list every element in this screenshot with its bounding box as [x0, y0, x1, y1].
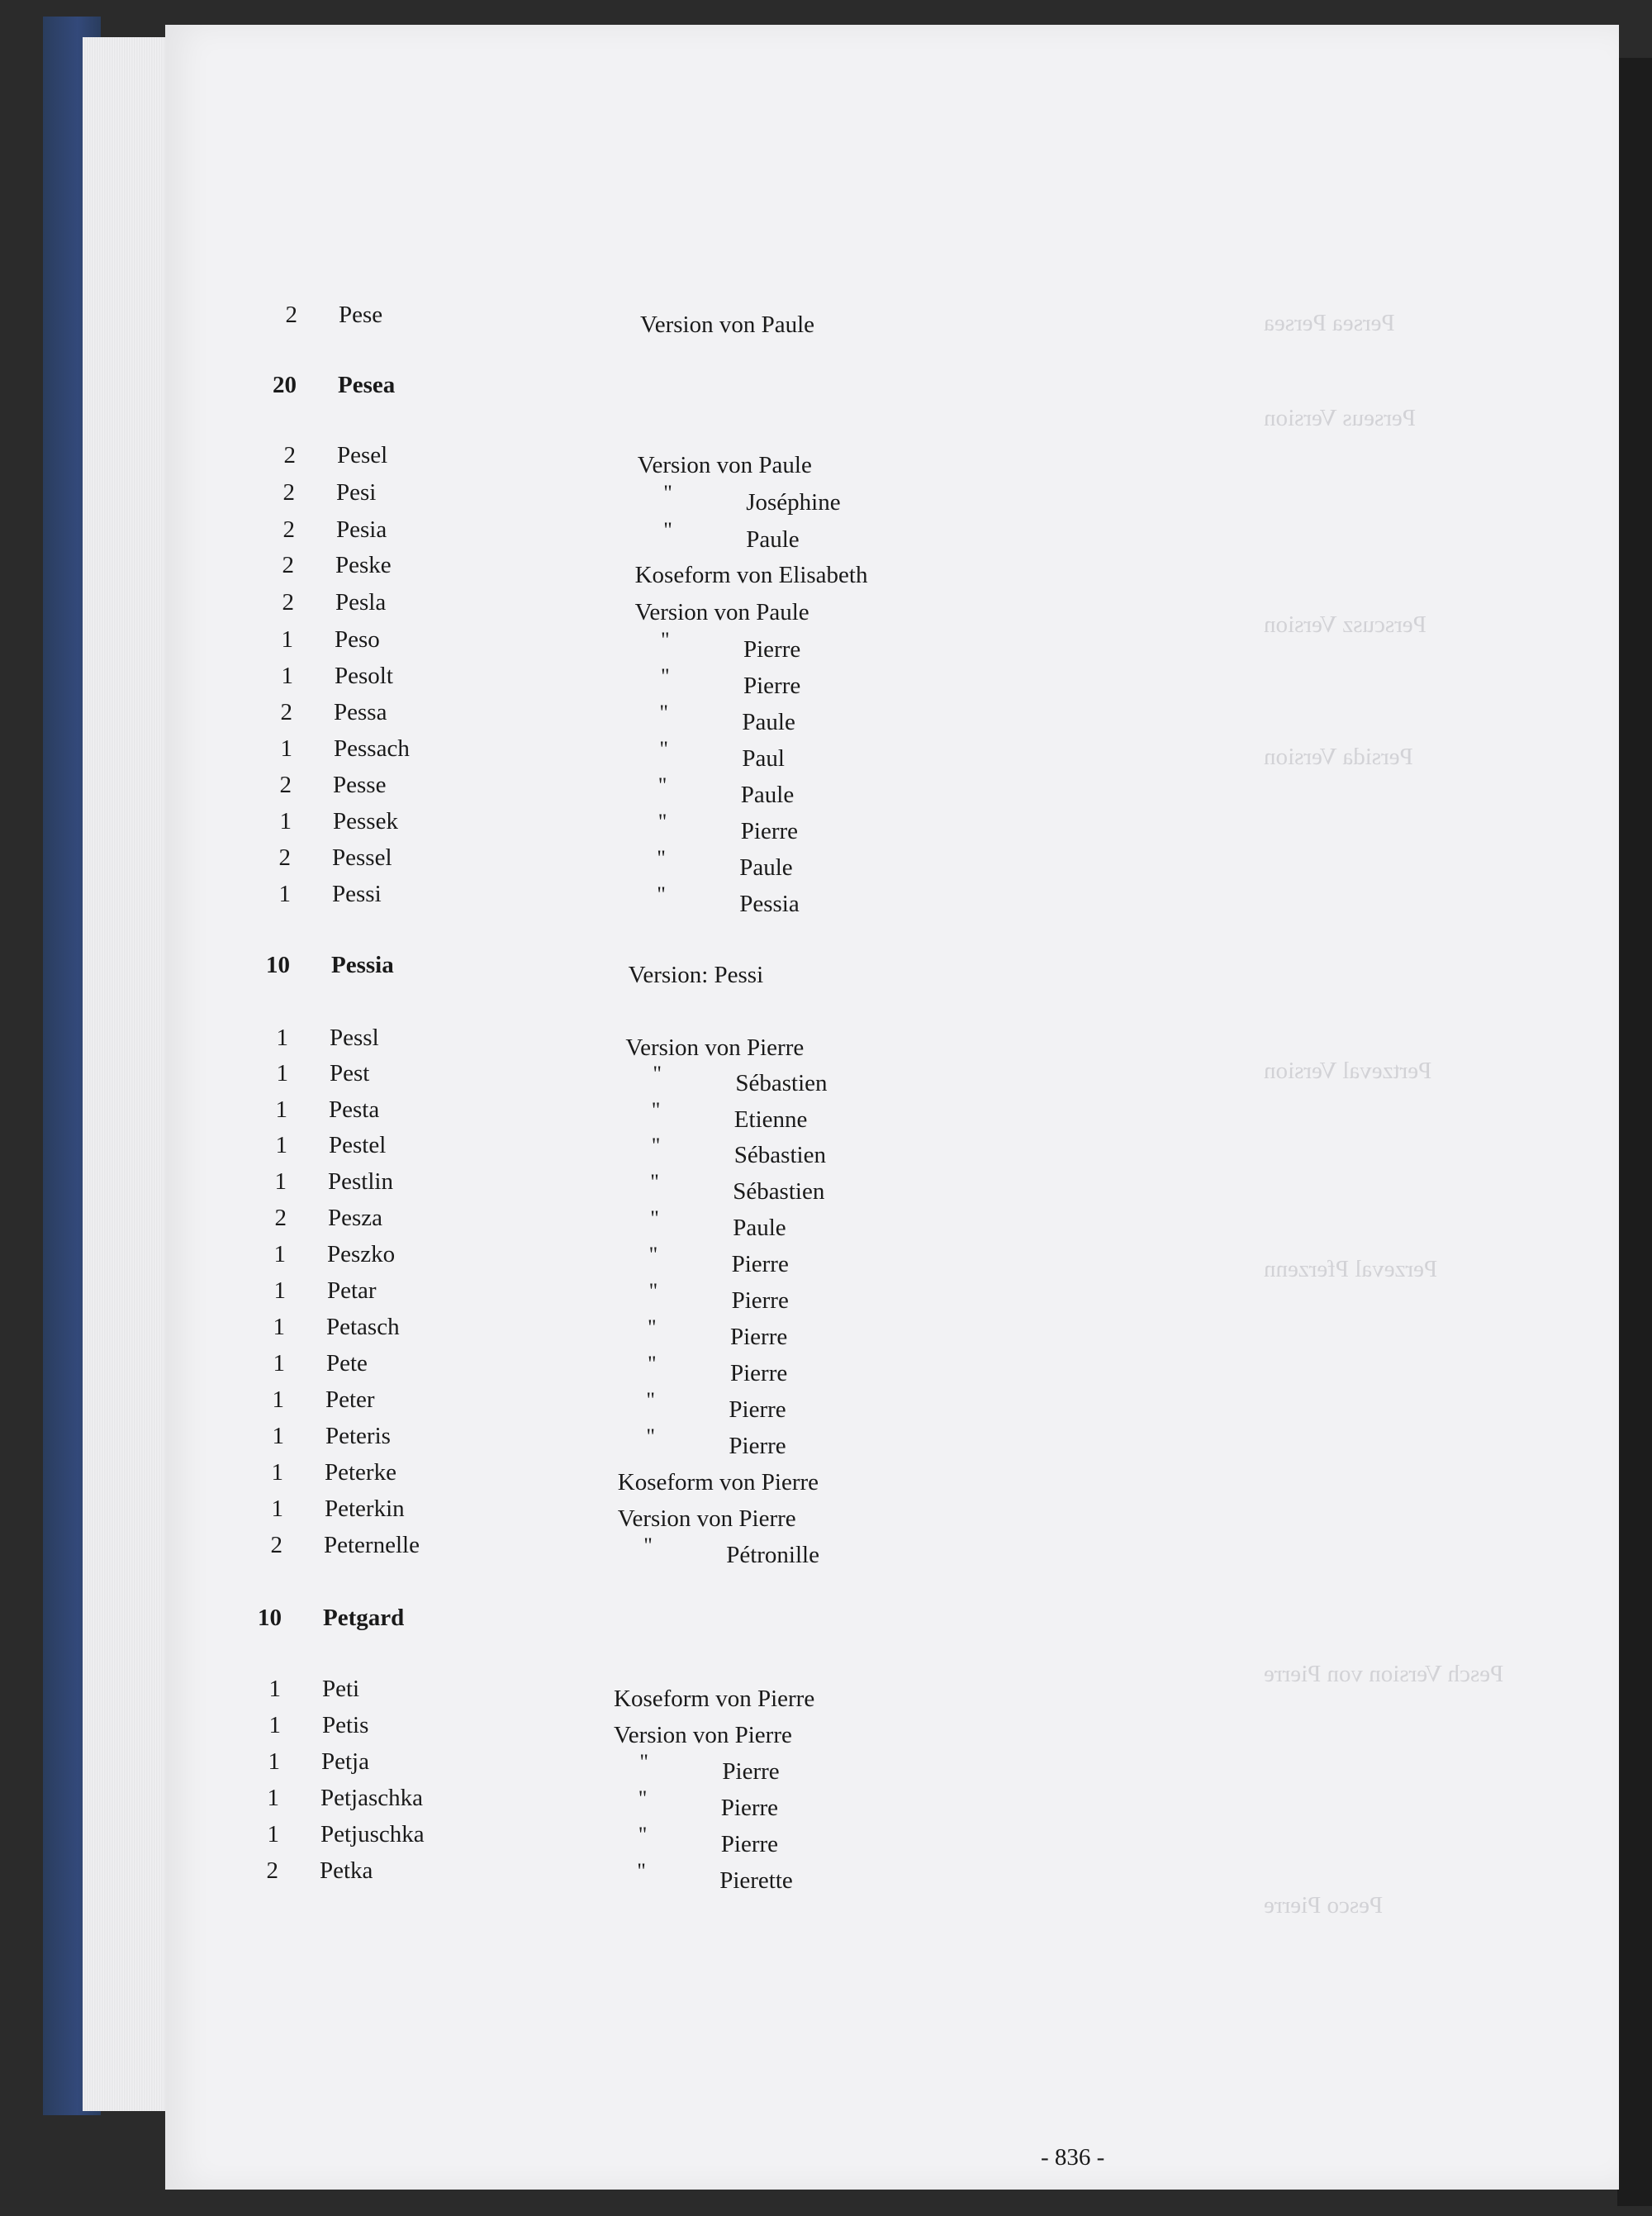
entry-note: Koseform von Elisabeth — [634, 562, 868, 588]
list-item — [165, 844, 1569, 881]
entry-note: Pierre — [730, 1360, 788, 1386]
ditto-mark: " — [648, 1243, 658, 1267]
entry-note: Paul — [742, 745, 785, 772]
book-page — [165, 25, 1619, 2190]
entry-count: 1 — [280, 735, 292, 762]
entry-note: Version von Paule — [637, 452, 812, 478]
entry-name: Pessl — [330, 1025, 379, 1051]
list-item — [165, 516, 1569, 553]
entry-count: 2 — [282, 552, 294, 578]
list-item — [165, 1712, 1569, 1748]
entry-note: Pierre — [722, 1758, 780, 1785]
entry-name: Pessa — [334, 699, 387, 725]
ditto-mark: " — [651, 1098, 661, 1122]
list-item — [165, 699, 1569, 735]
list-item — [165, 1857, 1569, 1894]
list-item — [165, 1423, 1569, 1459]
entry-count: 1 — [267, 1785, 279, 1811]
entry-note: Pierre — [720, 1831, 779, 1857]
entry-name: Pessek — [333, 808, 398, 835]
entry-count: 20 — [273, 372, 297, 398]
entry-count: 1 — [272, 1386, 284, 1413]
entry-count: 1 — [278, 881, 291, 907]
entry-note: Version von Paule — [640, 311, 815, 338]
list-item — [165, 1277, 1569, 1314]
ditto-mark: " — [659, 701, 669, 725]
list-item — [165, 1168, 1569, 1205]
list-item — [165, 1459, 1569, 1496]
entry-name: Petjaschka — [320, 1785, 424, 1811]
entry-name: Peteris — [325, 1423, 391, 1449]
list-item — [165, 442, 1569, 478]
entry-count: 1 — [272, 1423, 284, 1449]
entry-count: 1 — [267, 1821, 279, 1847]
ditto-mark: " — [639, 1750, 649, 1774]
entry-count: 2 — [278, 844, 291, 871]
entry-note: Sébastien — [735, 1070, 828, 1096]
bleed-through-text: Perseus Version — [1264, 405, 1416, 431]
ditto-mark: " — [648, 1315, 657, 1339]
list-item — [165, 372, 1569, 408]
page-number: - 836 - — [1041, 2144, 1105, 2171]
entry-note: Pierre — [743, 636, 801, 663]
ditto-mark: " — [661, 664, 670, 688]
entry-name: Petar — [327, 1277, 377, 1304]
list-item — [165, 1785, 1569, 1821]
bleed-through-text: Persida Version — [1264, 744, 1413, 770]
entry-note: Paule — [746, 526, 800, 553]
entry-count: 1 — [273, 1277, 286, 1304]
entry-count: 1 — [276, 1060, 288, 1087]
entry-count: 2 — [285, 302, 297, 328]
entry-note: Pierre — [731, 1251, 789, 1277]
entry-note: Pierre — [740, 818, 799, 844]
ditto-mark: " — [657, 882, 666, 906]
entry-name: Pessel — [332, 844, 392, 871]
list-item — [165, 1748, 1569, 1785]
entry-count: 1 — [279, 808, 292, 835]
list-item — [165, 589, 1569, 625]
entry-name: Pesel — [337, 442, 388, 468]
entry-count: 1 — [273, 1241, 286, 1267]
entry-count: 1 — [275, 1096, 287, 1123]
entry-count: 1 — [271, 1496, 283, 1522]
entry-note: Paule — [740, 782, 795, 808]
entry-name: Peternelle — [324, 1532, 420, 1558]
list-item — [165, 881, 1569, 917]
entry-count: 2 — [270, 1532, 282, 1558]
entry-note: Koseform von Pierre — [614, 1686, 815, 1712]
list-item — [165, 479, 1569, 516]
ditto-mark: " — [648, 1352, 657, 1376]
entry-count: 2 — [279, 772, 292, 798]
ditto-mark: " — [650, 1206, 659, 1230]
entry-name: Pesolt — [335, 663, 393, 689]
entry-count: 1 — [268, 1748, 280, 1775]
list-item — [165, 1096, 1569, 1133]
entry-note: Pierre — [730, 1324, 788, 1350]
entry-count: 2 — [283, 442, 296, 468]
ditto-mark: " — [650, 1170, 659, 1194]
entry-note: Paule — [739, 854, 793, 881]
entry-count: 1 — [273, 1314, 285, 1340]
list-item — [165, 1676, 1569, 1712]
entry-count: 2 — [282, 479, 295, 506]
ditto-mark: " — [663, 518, 672, 542]
entry-note: Koseform von Pierre — [617, 1469, 819, 1496]
entry-name: Peti — [322, 1676, 360, 1702]
list-item — [165, 1025, 1569, 1061]
ditto-mark: " — [663, 481, 672, 505]
entry-name: Pest — [330, 1060, 370, 1087]
entry-note: Sébastien — [733, 1142, 826, 1168]
list-item — [165, 1605, 1569, 1641]
ditto-mark: " — [638, 1823, 648, 1847]
entry-note: Version von Pierre — [614, 1722, 792, 1748]
entry-name: Pese — [339, 302, 383, 328]
ditto-mark: " — [638, 1786, 648, 1810]
entry-name: Pesea — [338, 372, 396, 398]
list-item — [165, 1532, 1569, 1568]
entry-note: Pierre — [729, 1396, 786, 1423]
entry-count: 2 — [274, 1205, 287, 1231]
entry-note: Pétronille — [726, 1542, 819, 1568]
entry-count: 2 — [280, 699, 292, 725]
ditto-mark: " — [659, 737, 669, 761]
ditto-mark: " — [648, 1279, 658, 1303]
entry-count: 2 — [266, 1857, 278, 1884]
entry-name: Pessia — [331, 952, 394, 978]
entry-note: Paule — [733, 1215, 786, 1241]
entry-count: 1 — [281, 626, 293, 653]
entry-note: Version: Pessi — [628, 962, 764, 988]
list-item — [165, 1821, 1569, 1857]
entry-name: Pesta — [329, 1096, 380, 1123]
entry-note: Pierre — [729, 1433, 786, 1459]
entry-name: Petgard — [323, 1605, 405, 1631]
list-item — [165, 1350, 1569, 1386]
entry-note: Sébastien — [733, 1178, 825, 1205]
list-item — [165, 1496, 1569, 1532]
entry-name: Petasch — [326, 1314, 400, 1340]
list-item — [165, 552, 1569, 588]
entry-name: Pesi — [336, 479, 377, 506]
bleed-through-text: Pesch Version von Pierre — [1264, 1661, 1504, 1687]
entry-count: 1 — [271, 1459, 283, 1486]
entry-note: Paule — [742, 709, 795, 735]
entry-note: Version von Paule — [634, 599, 809, 625]
entry-note: Pierre — [731, 1287, 789, 1314]
entry-note: Pessia — [739, 891, 800, 917]
entry-name: Petja — [321, 1748, 369, 1775]
entry-name: Pete — [326, 1350, 368, 1377]
entry-name: Peter — [325, 1386, 375, 1413]
entry-name: Pessach — [334, 735, 410, 762]
ditto-mark: " — [646, 1388, 656, 1412]
entry-count: 1 — [276, 1025, 288, 1051]
entry-name: Pesse — [333, 772, 387, 798]
list-item — [165, 1060, 1569, 1096]
ditto-mark: " — [657, 773, 667, 797]
list-item — [165, 302, 1569, 338]
list-item — [165, 1205, 1569, 1241]
list-item — [165, 1132, 1569, 1168]
entry-count: 1 — [268, 1676, 281, 1702]
bleed-through-text: Persea Persea — [1264, 310, 1395, 336]
list-item — [165, 1386, 1569, 1423]
entry-count: 1 — [274, 1168, 287, 1195]
entry-count: 1 — [275, 1132, 287, 1158]
entry-name: Pesla — [335, 589, 387, 616]
entry-note: Etienne — [733, 1106, 808, 1133]
list-item — [165, 772, 1569, 808]
entry-name: Petka — [320, 1857, 373, 1884]
entry-note: Pierre — [720, 1795, 779, 1821]
entry-name: Pessi — [332, 881, 382, 907]
entry-name: Peterke — [325, 1459, 396, 1486]
list-item — [165, 735, 1569, 772]
entry-note: Version von Pierre — [617, 1505, 796, 1532]
entry-name: Peso — [335, 626, 380, 653]
list-item — [165, 663, 1569, 699]
entry-count: 10 — [258, 1605, 282, 1631]
ditto-mark: " — [643, 1534, 653, 1557]
entry-name: Pesza — [328, 1205, 383, 1231]
bleed-through-text: Perscusz Version — [1264, 611, 1427, 638]
ditto-mark: " — [661, 628, 670, 652]
ditto-mark: " — [657, 846, 666, 870]
entry-count: 2 — [282, 589, 294, 616]
entry-name: Petjuschka — [320, 1821, 425, 1847]
entry-name: Peszko — [327, 1241, 396, 1267]
bleed-through-text: Perzeval Pferzenn — [1264, 1256, 1438, 1282]
ditto-mark: " — [646, 1424, 656, 1448]
entry-note: Joséphine — [746, 489, 841, 516]
entry-count: 2 — [282, 516, 295, 543]
entry-name: Pesia — [336, 516, 387, 543]
entry-note: Version von Pierre — [625, 1034, 805, 1061]
bleed-through-text: Pertzeval Version — [1264, 1058, 1432, 1084]
entry-note: Pierre — [743, 673, 801, 699]
entry-name: Pestel — [329, 1132, 387, 1158]
list-item — [165, 1314, 1569, 1350]
bleed-through-text: Pesco Pierre — [1264, 1892, 1384, 1919]
entry-name: Peske — [335, 552, 392, 578]
list-item — [165, 952, 1569, 988]
ditto-mark: " — [657, 810, 667, 834]
entry-note: Pierette — [719, 1867, 793, 1894]
list-item — [165, 626, 1569, 663]
ditto-mark: " — [653, 1062, 662, 1086]
entry-count: 1 — [268, 1712, 281, 1738]
entry-name: Petis — [322, 1712, 369, 1738]
list-item — [165, 808, 1569, 844]
entry-name: Pestlin — [328, 1168, 393, 1195]
entry-count: 1 — [273, 1350, 285, 1377]
entry-name: Peterkin — [325, 1496, 405, 1522]
ditto-mark: " — [637, 1859, 646, 1883]
entry-count: 1 — [281, 663, 293, 689]
list-item — [165, 1241, 1569, 1277]
ditto-mark: " — [651, 1134, 661, 1158]
entry-count: 10 — [266, 952, 290, 978]
right-background-edge — [1617, 58, 1652, 2206]
